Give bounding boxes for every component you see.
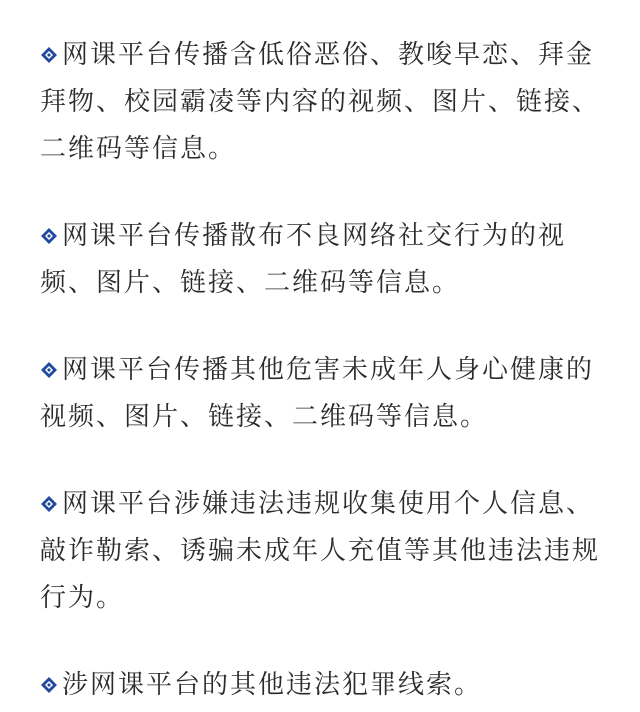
item-text: 网课平台传播含低俗恶俗、教唆早恋、拜金拜物、校园霸凌等内容的视频、图片、链接、二维码等信息。 — [40, 40, 601, 164]
diamond-bullet-icon — [40, 495, 58, 513]
list-item — [40, 662, 602, 709]
item-text: 网课平台传播其他危害未成年人身心健康的视频、图片、链接、二维码等信息。 — [40, 355, 595, 432]
diamond-bullet-icon — [40, 46, 58, 64]
list-item — [40, 347, 602, 441]
item-text: 网课平台传播散布不良网络社交行为的视频、图片、链接、二维码等信息。 — [40, 221, 567, 298]
item-text: 涉网课平台的其他违法犯罪线索。 — [62, 670, 483, 700]
list-item — [40, 32, 602, 173]
diamond-bullet-icon — [40, 361, 58, 379]
item-text: 网课平台涉嫌违法违规收集使用个人信息、敲诈勒索、诱骗未成年人充值等其他违法违规行为。 — [40, 489, 601, 613]
diamond-bullet-icon — [40, 676, 58, 694]
list-item — [40, 481, 602, 622]
list-item — [40, 213, 602, 307]
diamond-bullet-icon — [40, 227, 58, 245]
